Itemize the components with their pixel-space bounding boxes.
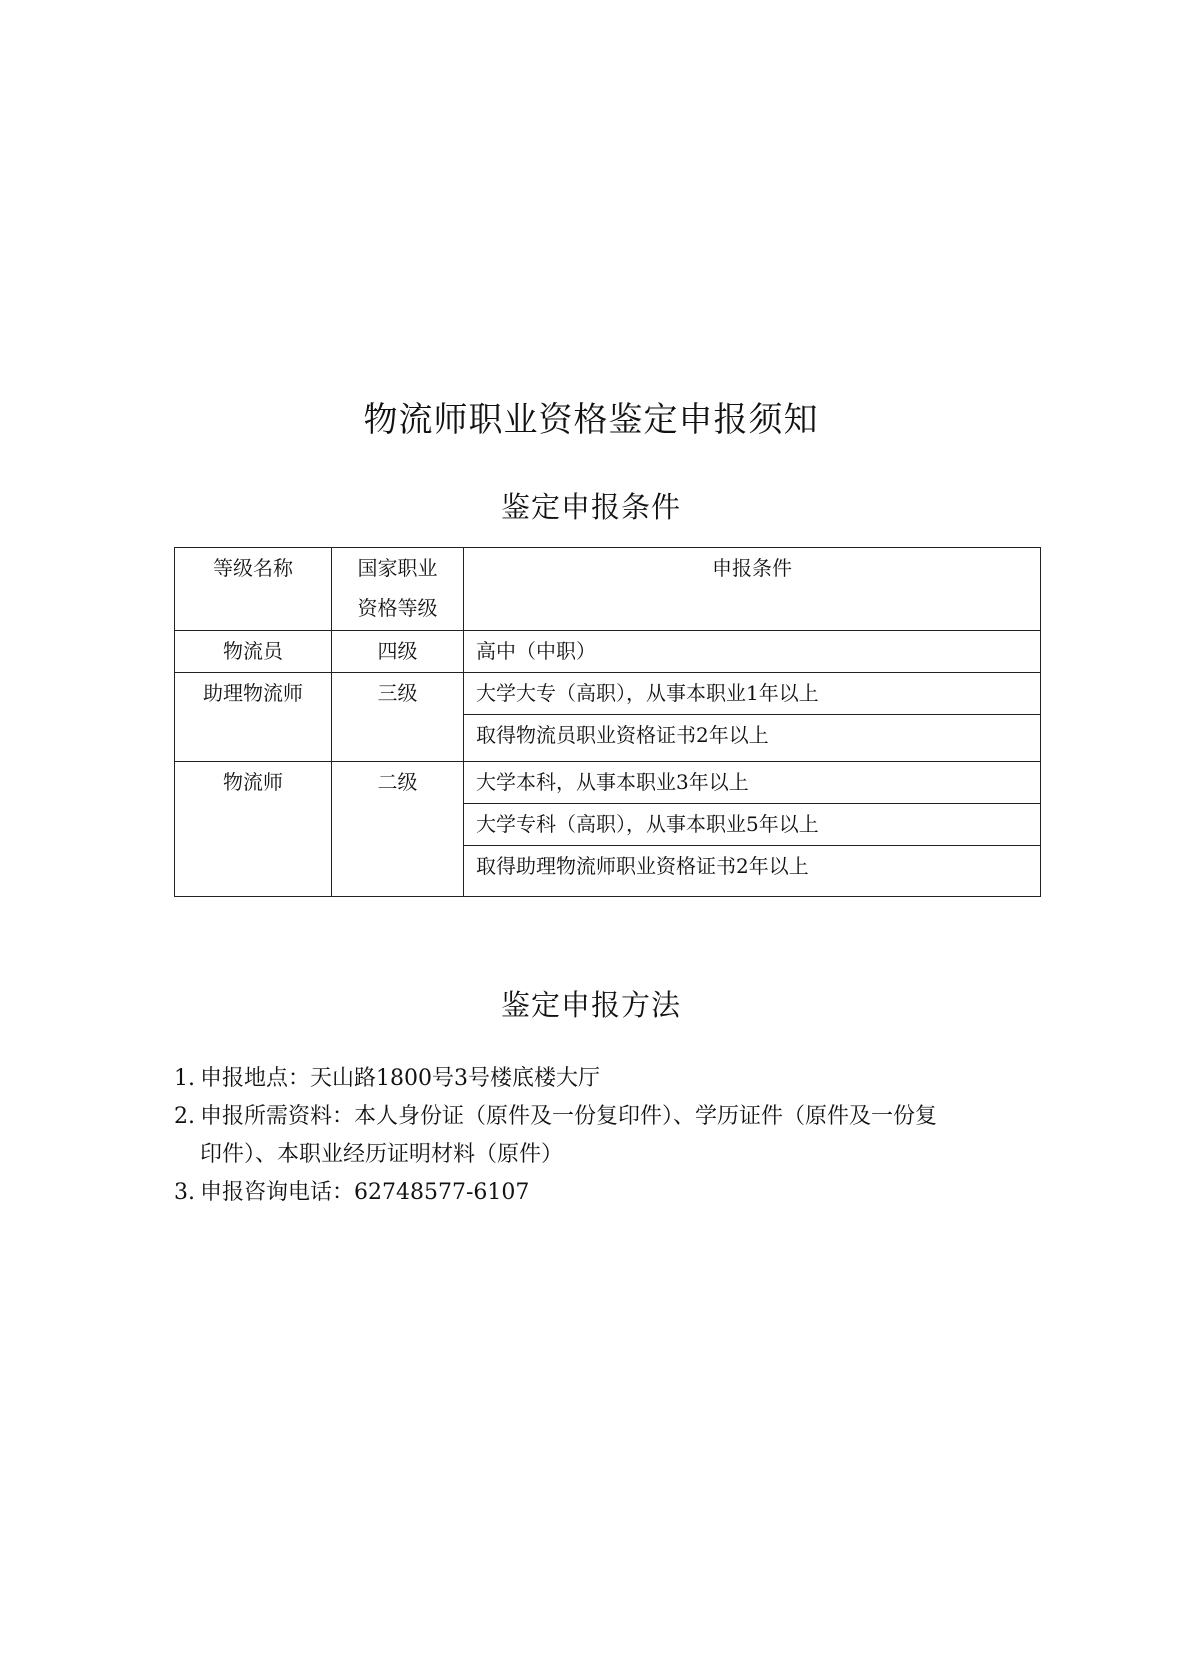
section-title-methods: 鉴定申报方法 [500,988,681,1022]
list-text: 申报地点：天山路1800号3号楼底楼大厅 [200,1066,600,1091]
list-item [174,1098,1054,1174]
list-text: 申报所需资料：本人身份证（原件及一份复印件）、学历证件（原件及一份复 [200,1104,938,1129]
grade-name-cell: 物流师 [175,762,332,897]
header-national-level: 国家职业资格等级 [332,548,464,631]
section-title-conditions: 鉴定申报条件 [500,490,681,524]
list-text: 申报咨询电话：62748577-6107 [200,1180,530,1205]
national-level-cell: 二级 [332,762,464,897]
condition-cell: 大学专科（高职），从事本职业5年以上 [464,804,1041,846]
table-row [175,631,1041,673]
list-item [174,1174,1054,1212]
national-level-cell: 四级 [332,631,464,673]
list-text-continuation: 印件）、本职业经历证明材料（原件） [200,1142,564,1167]
header-grade-name: 等级名称 [175,548,332,631]
grade-name-cell: 助理物流师 [175,673,332,762]
list-number: 2. [174,1104,195,1129]
list-number: 1. [174,1066,195,1091]
conditions-table [174,547,1041,897]
list-item [174,1060,1054,1098]
header-conditions: 申报条件 [464,548,1041,631]
table-row [175,673,1041,715]
condition-cell: 高中（中职） [464,631,1041,673]
grade-name-cell: 物流员 [175,631,332,673]
national-level-cell: 三级 [332,673,464,762]
table-row [175,762,1041,804]
condition-cell: 大学大专（高职），从事本职业1年以上 [464,673,1041,715]
condition-cell: 取得物流员职业资格证书2年以上 [464,715,1041,762]
table-header-row [175,548,1041,631]
condition-cell: 大学本科，从事本职业3年以上 [464,762,1041,804]
methods-list [174,1060,1054,1212]
list-number: 3. [174,1180,195,1205]
page-title: 物流师职业资格鉴定申报须知 [363,400,819,440]
condition-cell: 取得助理物流师职业资格证书2年以上 [464,846,1041,897]
